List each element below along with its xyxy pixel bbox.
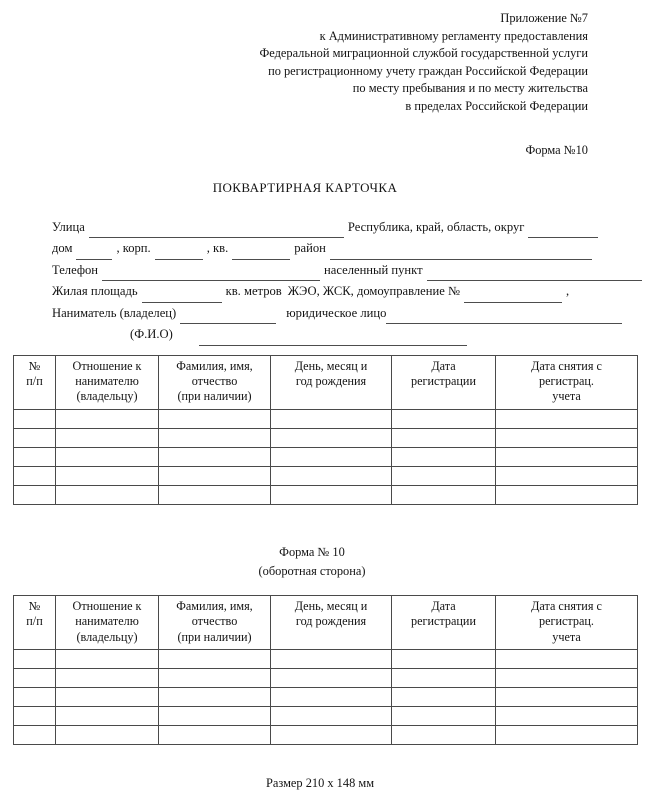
col-header-registration-date-line1: Дата xyxy=(431,358,456,373)
cell-deregistration-date[interactable] xyxy=(496,669,638,688)
form-number: Форма №10 xyxy=(525,142,588,157)
tenant-input-line[interactable] xyxy=(180,310,276,324)
apartment-label: , кв. xyxy=(206,241,229,256)
housing-office-input-line[interactable] xyxy=(464,289,562,303)
col-header-number xyxy=(14,595,56,649)
col-header-relation-line1: Отношение к xyxy=(72,358,142,373)
table-row[interactable] xyxy=(14,726,638,745)
cell-fullname[interactable] xyxy=(159,447,271,466)
cell-birthdate[interactable] xyxy=(271,669,392,688)
cell-deregistration-date[interactable] xyxy=(496,466,638,485)
living-area-label: Жилая площадь xyxy=(52,284,138,299)
region-label: Республика, край, область, округ xyxy=(347,219,525,234)
living-area-input-line[interactable] xyxy=(142,289,222,303)
cell-fullname[interactable] xyxy=(159,707,271,726)
cell-birthdate[interactable] xyxy=(271,428,392,447)
col-header-relation-line2: нанимателю xyxy=(75,614,139,629)
col-header-birthdate-line2: год рождения xyxy=(295,373,367,388)
col-header-birthdate xyxy=(271,355,392,409)
reverse-side-form-number: Форма № 10 xyxy=(279,544,345,559)
legal-entity-label: юридическое лицо xyxy=(286,305,387,320)
col-header-registration-date-line1: Дата xyxy=(431,598,456,613)
col-header-number-line2: п/п xyxy=(26,373,43,388)
fio-label: (Ф.И.О) xyxy=(130,327,173,342)
street-input-line[interactable] xyxy=(89,224,344,238)
reverse-side-table-wrapper xyxy=(0,595,650,745)
field-row-tenant xyxy=(52,303,650,325)
header-line-registration: по регистрационному учету граждан Российской Федерации xyxy=(268,63,588,78)
cell-birthdate[interactable] xyxy=(271,466,392,485)
cell-number[interactable] xyxy=(14,466,56,485)
cell-relation[interactable] xyxy=(56,466,159,485)
table-row[interactable] xyxy=(14,447,638,466)
cell-registration-date[interactable] xyxy=(392,485,496,504)
fio-input-line[interactable] xyxy=(199,332,467,346)
building-label: , корп. xyxy=(116,241,151,256)
apartment-input-line[interactable] xyxy=(232,246,290,260)
header-line-regulation: к Административному регламенту предоставления xyxy=(319,28,588,43)
phone-label: Телефон xyxy=(52,262,99,277)
col-header-fullname xyxy=(159,595,271,649)
form-fields xyxy=(0,196,650,346)
table-body-front xyxy=(14,409,638,504)
reverse-side-label: (оборотная сторона) xyxy=(258,563,366,578)
cell-birthdate[interactable] xyxy=(271,726,392,745)
cell-number[interactable] xyxy=(14,485,56,504)
col-header-fullname-line3: (при наличии) xyxy=(177,389,252,404)
cell-registration-date[interactable] xyxy=(392,688,496,707)
cell-number[interactable] xyxy=(14,428,56,447)
cell-fullname[interactable] xyxy=(159,409,271,428)
col-header-relation-line3: (владельцу) xyxy=(76,389,138,404)
col-header-registration-date-line2: регистрации xyxy=(411,373,476,388)
residents-table-front xyxy=(13,355,638,505)
col-header-number-line1: № xyxy=(28,358,41,373)
table-row[interactable] xyxy=(14,466,638,485)
table-row[interactable] xyxy=(14,485,638,504)
cell-registration-date[interactable] xyxy=(392,707,496,726)
table-row[interactable] xyxy=(14,669,638,688)
field-row-phone xyxy=(52,260,650,282)
col-header-fullname-line2: отчество xyxy=(191,373,238,388)
cell-deregistration-date[interactable] xyxy=(496,409,638,428)
cell-birthdate[interactable] xyxy=(271,650,392,669)
cell-fullname[interactable] xyxy=(159,669,271,688)
col-header-relation-line1: Отношение к xyxy=(72,598,142,613)
field-row-address xyxy=(52,238,650,260)
cell-registration-date[interactable] xyxy=(392,409,496,428)
cell-registration-date[interactable] xyxy=(392,650,496,669)
col-header-number-line2: п/п xyxy=(26,614,43,629)
cell-number[interactable] xyxy=(14,409,56,428)
table-body-reverse xyxy=(14,650,638,745)
cell-relation[interactable] xyxy=(56,447,159,466)
cell-fullname[interactable] xyxy=(159,466,271,485)
cell-deregistration-date[interactable] xyxy=(496,726,638,745)
cell-number[interactable] xyxy=(14,669,56,688)
col-header-birthdate-line2: год рождения xyxy=(295,614,367,629)
col-header-fullname xyxy=(159,355,271,409)
cell-fullname[interactable] xyxy=(159,726,271,745)
col-header-relation-line2: нанимателю xyxy=(75,373,139,388)
header-line-federation: в пределах Российской Федерации xyxy=(405,98,588,113)
col-header-number xyxy=(14,355,56,409)
locality-input-line[interactable] xyxy=(427,267,642,281)
cell-birthdate[interactable] xyxy=(271,485,392,504)
cell-deregistration-date[interactable] xyxy=(496,707,638,726)
cell-birthdate[interactable] xyxy=(271,447,392,466)
house-label: дом xyxy=(52,241,73,256)
col-header-relation xyxy=(56,355,159,409)
col-header-fullname-line2: отчество xyxy=(191,614,238,629)
col-header-deregistration-date-line3: учета xyxy=(552,389,581,404)
phone-input-line[interactable] xyxy=(102,267,320,281)
header-line-service: Федеральной миграционной службой государственной услуги xyxy=(259,46,588,61)
cell-birthdate[interactable] xyxy=(271,707,392,726)
cell-relation[interactable] xyxy=(56,409,159,428)
col-header-registration-date xyxy=(392,355,496,409)
cell-registration-date[interactable] xyxy=(392,466,496,485)
cell-registration-date[interactable] xyxy=(392,447,496,466)
table-header-row xyxy=(14,595,638,649)
region-input-line[interactable] xyxy=(528,224,598,238)
col-header-birthdate-line1: День, месяц и xyxy=(294,598,368,613)
cell-number[interactable] xyxy=(14,726,56,745)
square-meters-label: кв. метров xyxy=(225,284,282,299)
cell-relation[interactable] xyxy=(56,707,159,726)
table-row[interactable] xyxy=(14,409,638,428)
field-row-living-area xyxy=(52,281,650,303)
cell-relation[interactable] xyxy=(56,650,159,669)
housing-office-label: ЖЭО, ЖСК, домоуправление № xyxy=(287,284,461,299)
header-line-appendix: Приложение №7 xyxy=(500,11,588,25)
cell-birthdate[interactable] xyxy=(271,688,392,707)
col-header-deregistration-date-line1: Дата снятия с xyxy=(531,358,602,373)
table-row[interactable] xyxy=(14,707,638,726)
cell-birthdate[interactable] xyxy=(271,409,392,428)
cell-registration-date[interactable] xyxy=(392,428,496,447)
cell-relation[interactable] xyxy=(56,485,159,504)
col-header-deregistration-date xyxy=(496,595,638,649)
cell-number[interactable] xyxy=(14,447,56,466)
locality-label: населенный пункт xyxy=(324,262,423,277)
table-row[interactable] xyxy=(14,428,638,447)
col-header-birthdate-line1: День, месяц и xyxy=(294,358,368,373)
cell-relation[interactable] xyxy=(56,669,159,688)
street-label: Улица xyxy=(52,219,85,234)
header-line-residence: по месту пребывания и по месту жительства xyxy=(352,81,588,96)
reverse-side-caption xyxy=(0,505,650,581)
cell-fullname[interactable] xyxy=(159,428,271,447)
col-header-deregistration-date xyxy=(496,355,638,409)
col-header-deregistration-date-line3: учета xyxy=(552,629,581,644)
col-header-deregistration-date-line2: регистрац. xyxy=(539,373,594,388)
cell-fullname[interactable] xyxy=(159,485,271,504)
tenant-label: Наниматель (владелец) xyxy=(52,305,177,320)
field-row-fio xyxy=(52,324,650,346)
cell-deregistration-date[interactable] xyxy=(496,650,638,669)
cell-deregistration-date[interactable] xyxy=(496,485,638,504)
cell-fullname[interactable] xyxy=(159,650,271,669)
col-header-registration-date-line2: регистрации xyxy=(411,614,476,629)
col-header-fullname-line3: (при наличии) xyxy=(177,629,252,644)
cell-fullname[interactable] xyxy=(159,688,271,707)
cell-number[interactable] xyxy=(14,650,56,669)
col-header-deregistration-date-line2: регистрац. xyxy=(539,614,594,629)
district-label: район xyxy=(294,241,326,256)
col-header-relation xyxy=(56,595,159,649)
legal-entity-input-line[interactable] xyxy=(386,310,622,324)
col-header-fullname-line1: Фамилия, имя, xyxy=(176,598,253,613)
table-header-row xyxy=(14,355,638,409)
building-input-line[interactable] xyxy=(155,246,203,260)
cell-deregistration-date[interactable] xyxy=(496,688,638,707)
cell-deregistration-date[interactable] xyxy=(496,428,638,447)
cell-registration-date[interactable] xyxy=(392,726,496,745)
housing-office-comma: , xyxy=(566,284,570,299)
page-title: ПОКВАРТИРНАЯ КАРТОЧКА xyxy=(212,179,398,195)
col-header-deregistration-date-line1: Дата снятия с xyxy=(531,598,602,613)
table-row[interactable] xyxy=(14,650,638,669)
residents-table-reverse xyxy=(13,595,638,745)
field-row-street xyxy=(52,217,650,239)
col-header-birthdate xyxy=(271,595,392,649)
col-header-number-line1: № xyxy=(28,598,41,613)
cell-number[interactable] xyxy=(14,688,56,707)
table-row[interactable] xyxy=(14,688,638,707)
house-input-line[interactable] xyxy=(76,246,112,260)
cell-relation[interactable] xyxy=(56,726,159,745)
col-header-relation-line3: (владельцу) xyxy=(76,629,138,644)
document-header xyxy=(0,0,650,116)
size-note: Размер 210 х 148 мм xyxy=(265,776,375,790)
front-side-table-wrapper xyxy=(0,355,650,505)
cell-relation[interactable] xyxy=(56,688,159,707)
cell-number[interactable] xyxy=(14,707,56,726)
cell-registration-date[interactable] xyxy=(392,669,496,688)
cell-deregistration-date[interactable] xyxy=(496,447,638,466)
col-header-fullname-line1: Фамилия, имя, xyxy=(176,358,253,373)
cell-relation[interactable] xyxy=(56,428,159,447)
col-header-registration-date xyxy=(392,595,496,649)
district-input-line[interactable] xyxy=(330,246,592,260)
